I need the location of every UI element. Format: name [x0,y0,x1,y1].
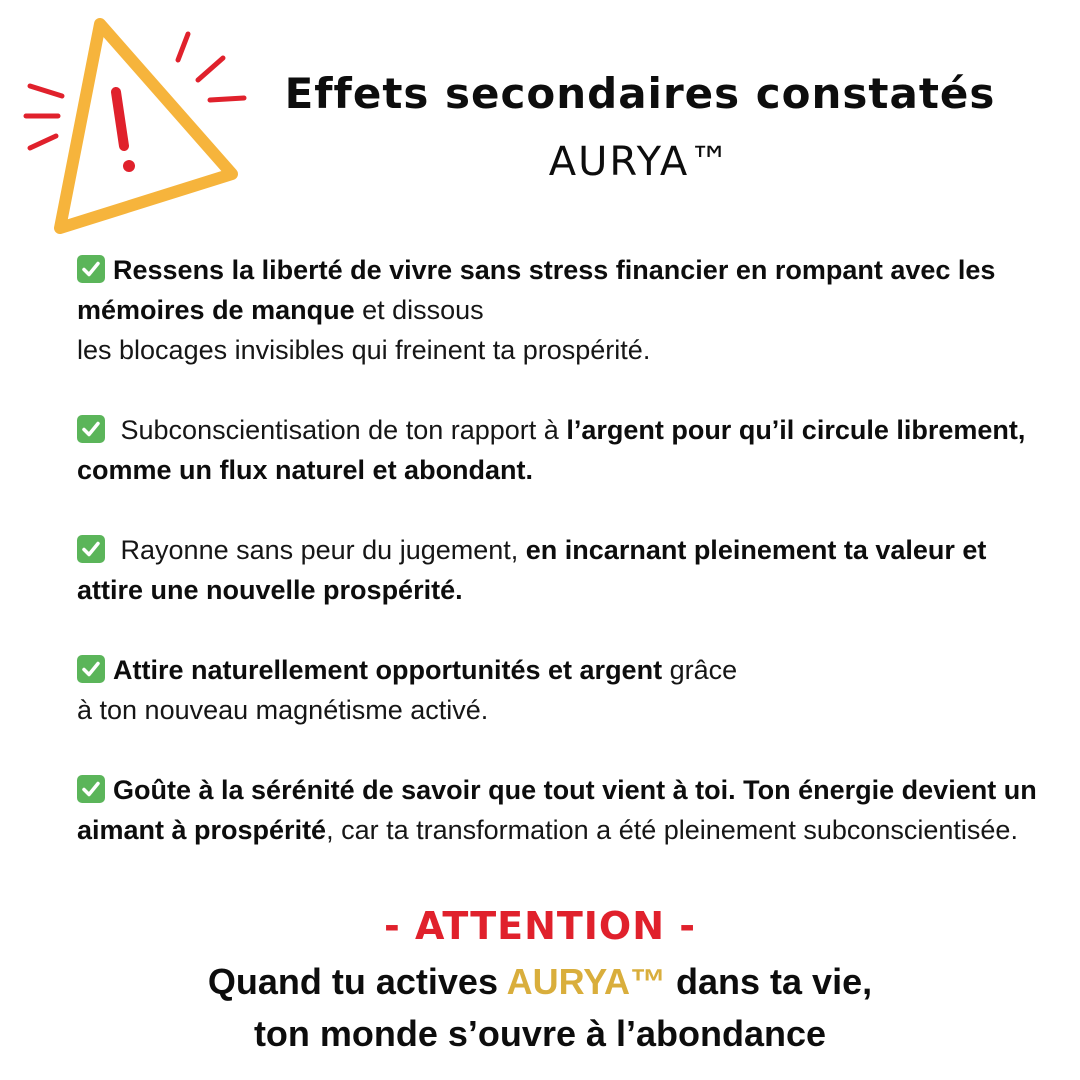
header [240,62,1040,192]
item-text: , car ta transformation a été pleinement subconscientisée. [326,815,1018,845]
item-text: Rayonne sans peur du jugement, [120,535,526,565]
footer-text: Quand tu actives [207,961,507,1002]
item-bold-text: l’argent pour qu’il circule librement, comme un flux naturel et abondant. [77,415,1026,485]
item-text: Subconscientisation de ton rapport à [120,415,567,445]
item-bold-text: Goûte à la sérénité de savoir que tout vient à toi. Ton énergie devient un aimant à prospérité [77,775,1037,845]
brand-name: AURYA™ [506,961,667,1002]
brand-subtitle: AURYA™ [548,139,732,185]
attention-heading: - ATTENTION - [383,904,697,948]
check-box-icon [77,535,105,563]
exclamation-mark [116,92,124,146]
list-item [77,650,1037,730]
list-item [77,410,1037,490]
item-text: à ton nouveau magnétisme activé. [77,695,489,725]
list-item [77,770,1037,850]
item-bold-text: Attire naturellement opportunités et argent [113,655,663,685]
item-text: grâce [662,655,738,685]
triangle-outline [60,24,232,228]
item-text: les blocages invisibles qui freinent ta prospérité. [77,335,651,365]
item-bold-text: en incarnant pleinement ta valeur et attire une nouvelle prospérité. [77,535,987,605]
check-box-icon [77,255,105,283]
check-box-icon [77,775,105,803]
footer-text: dans ta vie, [666,961,873,1002]
footer-line-1 [0,956,1080,1008]
list-item [77,530,1037,610]
warning-triangle-icon [18,18,258,248]
check-box-icon [77,415,105,443]
footer-tagline [0,956,1080,1060]
check-box-icon [77,655,105,683]
benefits-list [77,250,1037,850]
item-text: et dissous [354,295,484,325]
item-bold-text: Ressens la liberté de vivre sans stress financier en rompant avec les mémoires de manque [77,255,996,325]
list-item [77,250,1037,370]
exclamation-dot [123,160,135,172]
alert-burst-lines [26,34,244,148]
footer-line-2: ton monde s’ouvre à l’abondance [253,1013,827,1054]
page-title: Effets secondaires constatés [284,69,996,118]
